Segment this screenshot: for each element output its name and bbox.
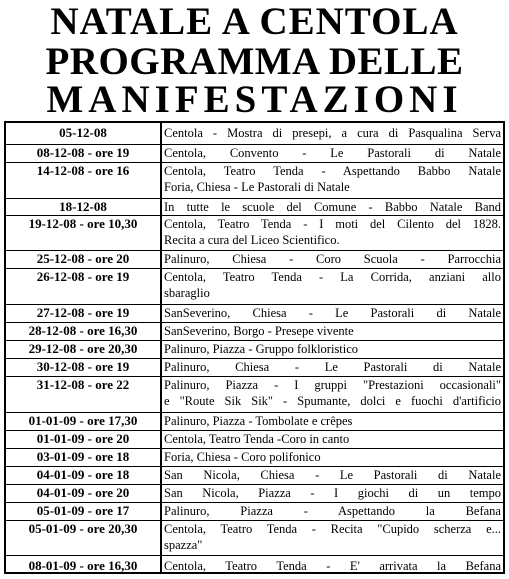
event-date: 03-01-09 - ore 18 xyxy=(36,449,130,464)
event-description: Palinuro, Chiesa - Le Pastorali di Natale xyxy=(164,360,501,374)
event-description: Palinuro, Piazza - I gruppi "Prestazioni occasionali" xyxy=(164,378,501,392)
event-description: Centola, Teatro Tenda - La Corrida, anziani allo xyxy=(164,270,501,284)
table-row xyxy=(6,448,503,464)
event-description: Centola, Teatro Tenda -Coro in canto xyxy=(164,432,350,446)
event-date: 29-12-08 - ore 20,30 xyxy=(28,341,138,356)
table-row xyxy=(6,484,503,500)
event-description: Foria, Chiesa - Coro polifonico xyxy=(164,450,321,464)
event-description: Palinuro, Chiesa - Coro Scuola - Parrocchia xyxy=(164,252,501,266)
title-line-3: MANIFESTAZIONI xyxy=(46,78,463,121)
event-description: Centola, Teatro Tenda - I moti del Cilento del 1828. xyxy=(164,217,501,231)
event-description: SanSeverino, Chiesa - Le Pastorali di Natale xyxy=(164,306,501,320)
event-date: 08-12-08 - ore 19 xyxy=(36,145,130,160)
table-row xyxy=(6,215,503,247)
event-description: Centola, Teatro Tenda - E' arrivata la Befana xyxy=(164,559,501,573)
event-date: 01-01-09 - ore 17,30 xyxy=(28,413,138,428)
table-row xyxy=(6,322,503,338)
column-divider xyxy=(160,123,162,572)
event-date: 14-12-08 - ore 16 xyxy=(36,163,130,178)
table-row xyxy=(6,520,503,552)
event-date: 27-12-08 - ore 19 xyxy=(36,305,130,320)
event-description: SanSeverino, Borgo - Presepe vivente xyxy=(164,324,354,338)
event-date: 30-12-08 - ore 19 xyxy=(36,359,130,374)
table-row xyxy=(6,376,503,408)
event-description-line-2: e "Route Sik Sik" - Spumante, dolci e fuochi d'artificio xyxy=(164,394,501,408)
event-description-line-2: sbaraglio xyxy=(164,286,210,300)
event-description: San Nicola, Chiesa - Le Pastorali di Natale xyxy=(164,468,501,482)
title-line-2: PROGRAMMA DELLE xyxy=(45,40,464,83)
event-description: Centola, Teatro Tenda - Aspettando Babbo Natale xyxy=(164,164,501,178)
events-table xyxy=(4,121,505,574)
event-description: Palinuro, Piazza - Gruppo folkloristico xyxy=(164,342,359,356)
table-row xyxy=(6,304,503,320)
event-description: Palinuro, Piazza - Aspettando la Befana xyxy=(164,504,501,518)
event-date: 05-12-08 xyxy=(59,125,107,140)
table-row xyxy=(6,502,503,518)
event-date: 01-01-09 - ore 20 xyxy=(36,431,130,446)
event-description: Centola - Mostra di presepi, a cura di Pasqualina Serva xyxy=(164,126,501,140)
table-row xyxy=(6,144,503,160)
event-date: 25-12-08 - ore 20 xyxy=(36,251,130,266)
table-row xyxy=(6,466,503,482)
table-row xyxy=(6,358,503,374)
event-date: 08-01-09 - ore 16,30 xyxy=(28,558,138,573)
event-description: Palinuro, Piazza - Tombolate e crêpes xyxy=(164,414,353,428)
table-row xyxy=(6,268,503,300)
event-description: Centola, Teatro Tenda - Recita "Cupido scherza e... xyxy=(164,522,501,536)
title-line-1: NATALE A CENTOLA xyxy=(50,0,459,43)
event-description: San Nicola, Piazza - I giochi di un tempo xyxy=(164,486,501,500)
event-date: 05-01-09 - ore 17 xyxy=(36,503,130,518)
table-row xyxy=(6,555,503,573)
table-row xyxy=(6,162,503,194)
event-description-line-2: Foria, Chiesa - Le Pastorali di Natale xyxy=(164,180,350,194)
event-date: 04-01-09 - ore 20 xyxy=(36,485,130,500)
event-date: 28-12-08 - ore 16,30 xyxy=(28,323,138,338)
event-description-line-2: spazza" xyxy=(164,538,203,552)
event-date: 05-01-09 - ore 20,30 xyxy=(28,521,138,536)
event-date: 19-12-08 - ore 10,30 xyxy=(28,216,138,231)
event-description: In tutte le scuole del Comune - Babbo Natale Band xyxy=(164,200,501,214)
table-row xyxy=(6,430,503,446)
event-date: 18-12-08 xyxy=(59,199,107,214)
table-row xyxy=(6,198,503,214)
event-date: 26-12-08 - ore 19 xyxy=(36,269,130,284)
table-row xyxy=(6,412,503,428)
event-description-line-2: Recita a cura del Liceo Scientifico. xyxy=(164,233,340,247)
table-row xyxy=(6,250,503,266)
table-row xyxy=(6,340,503,356)
event-description: Centola, Convento - Le Pastorali di Natale xyxy=(164,146,501,160)
event-date: 31-12-08 - ore 22 xyxy=(36,377,130,392)
event-date: 04-01-09 - ore 18 xyxy=(36,467,130,482)
